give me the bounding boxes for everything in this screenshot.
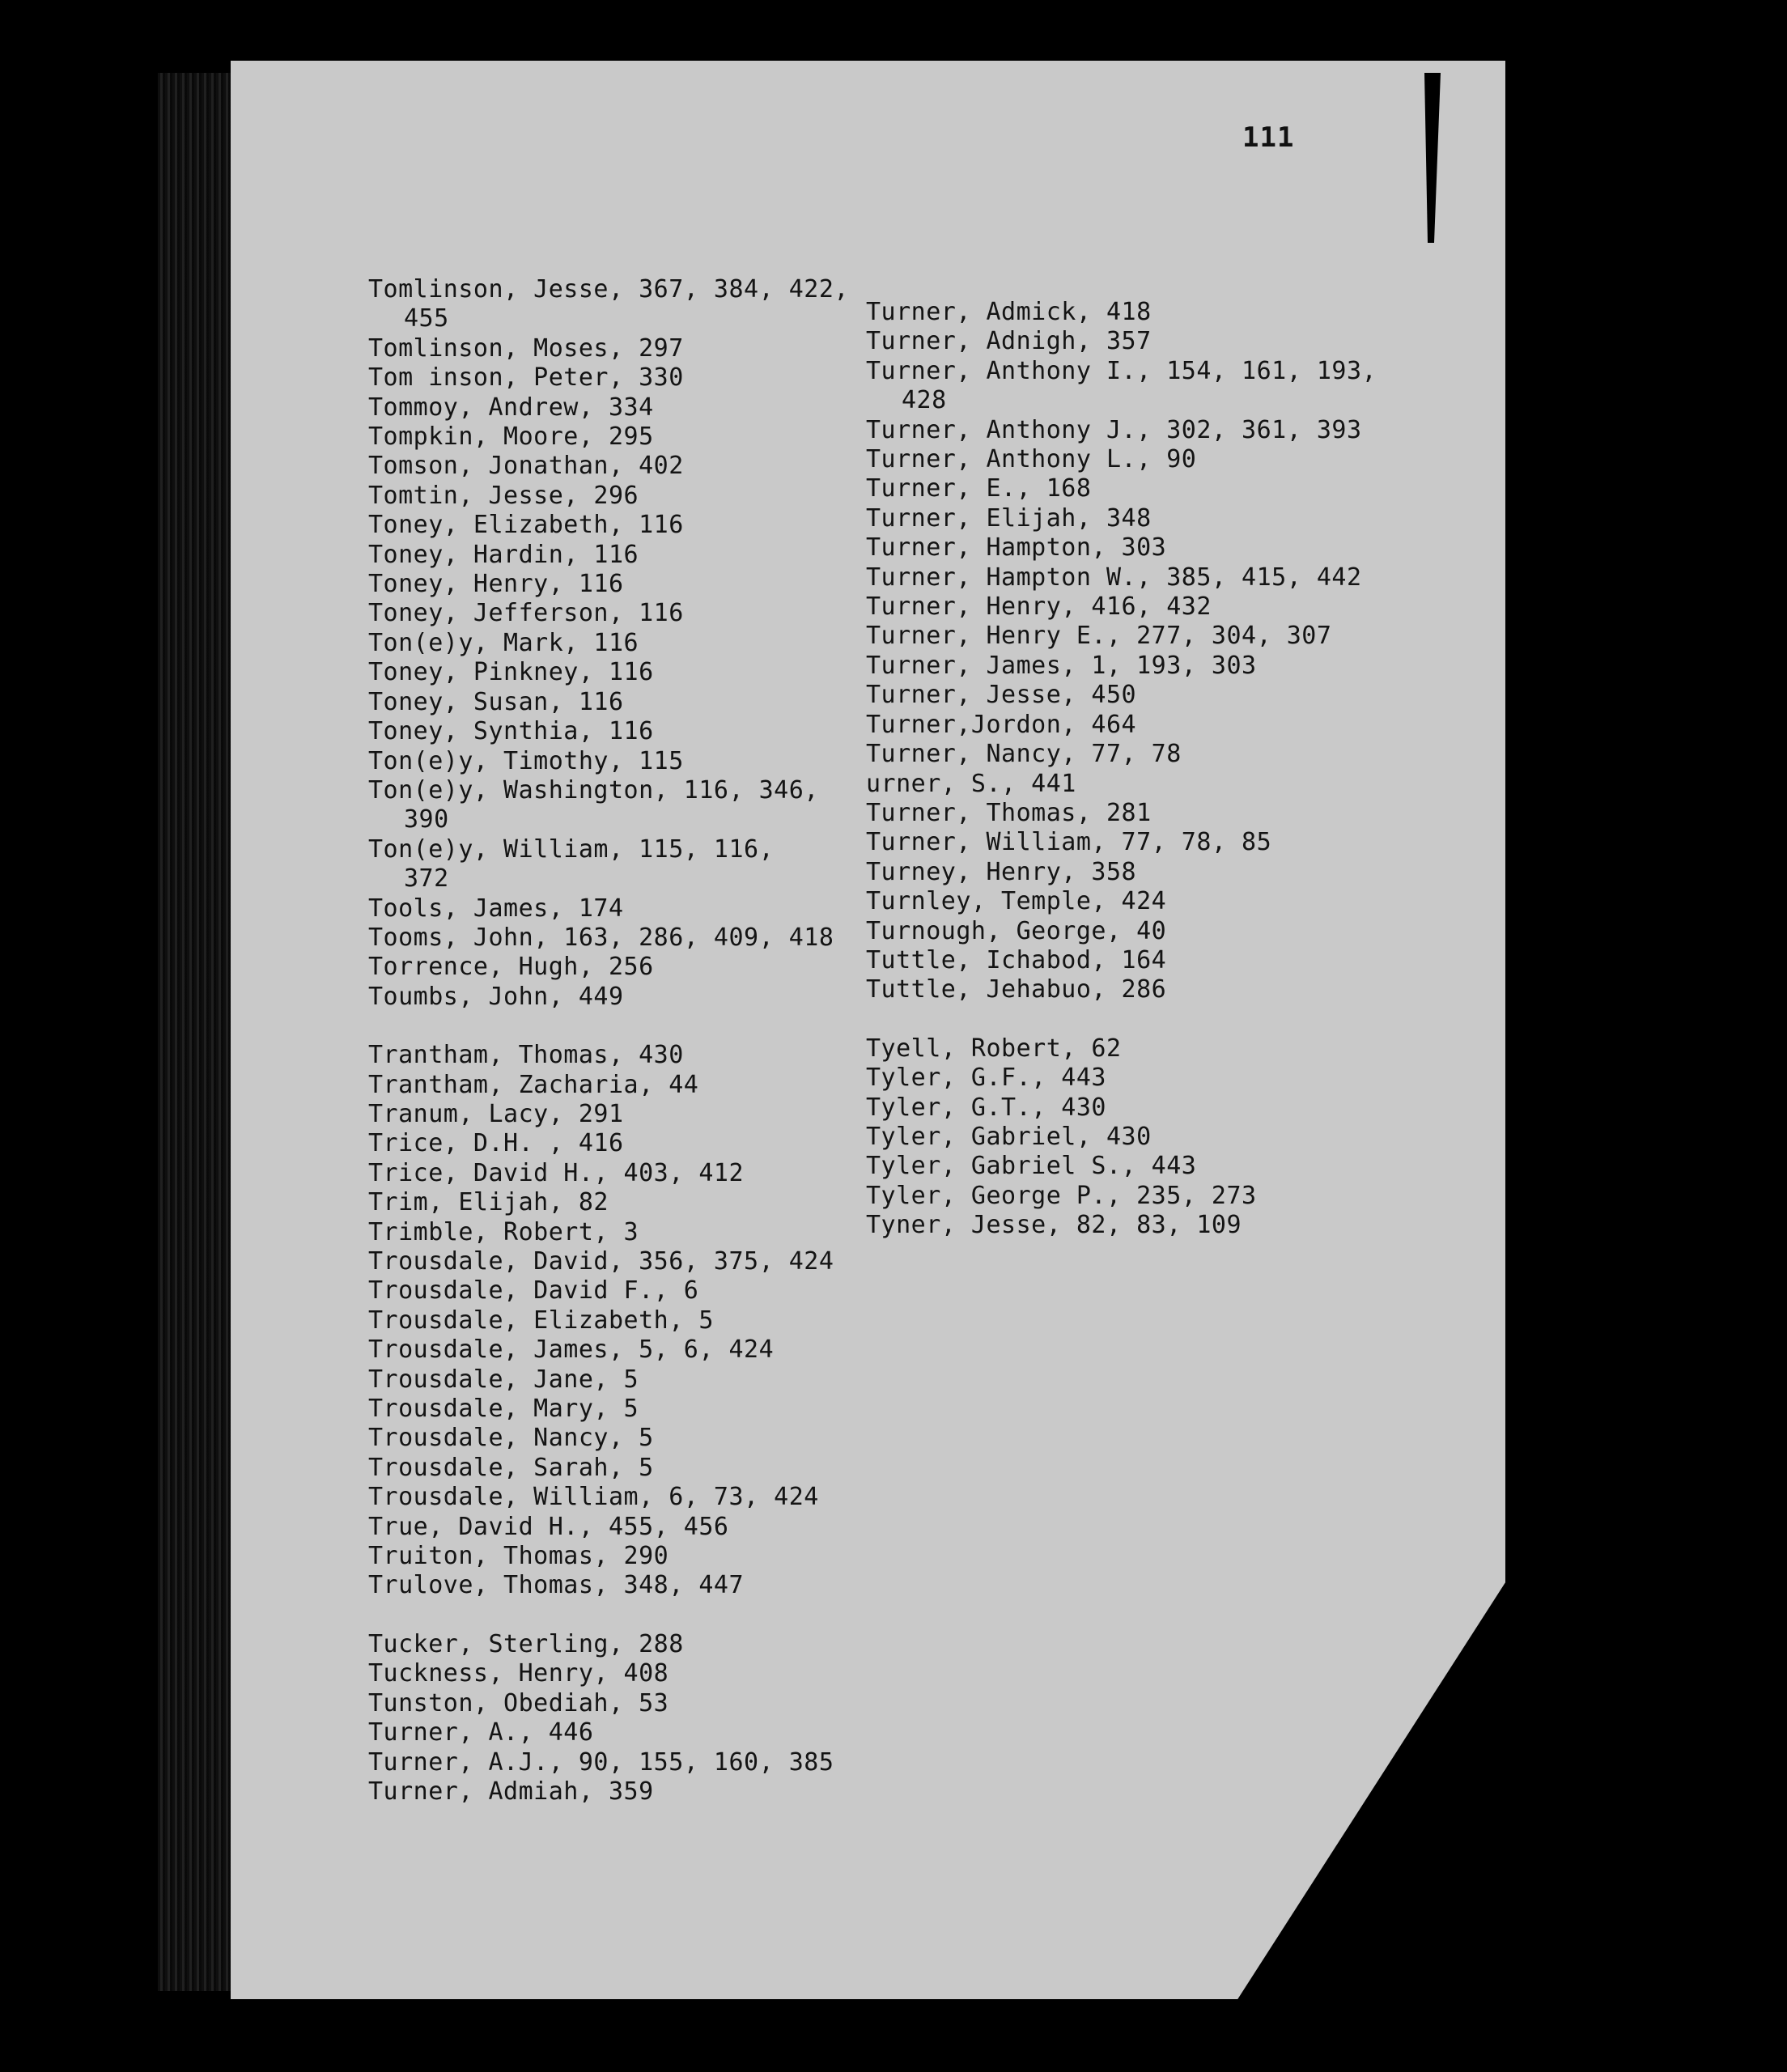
index-entry-text: Toney, Susan, 116 (368, 687, 624, 716)
index-entry-text: Turner, Nancy, 77, 78 (866, 740, 1182, 769)
index-entry-text: Turner, Anthony J., 302, 361, 393 (866, 415, 1362, 444)
entry-group (368, 275, 849, 1012)
index-entry (368, 1100, 849, 1129)
index-entry-text: Trousdale, Sarah, 5 (368, 1453, 654, 1482)
index-entry (368, 1513, 849, 1542)
index-entry (368, 1129, 849, 1158)
index-entry-text: Turner,Jordon, 464 (866, 710, 1137, 739)
index-entry (368, 1395, 849, 1424)
index-entry-text: Turner, Hampton W., 385, 415, 442 (866, 563, 1362, 592)
index-entry (368, 894, 849, 923)
index-entry-text: Tyler, G.T., 430 (866, 1093, 1106, 1122)
index-entry-text: Ton(e)y, Washington, 116, 346, (368, 775, 819, 805)
index-entry (866, 711, 1377, 740)
index-entry (866, 681, 1377, 710)
index-entry-text: Toney, Hardin, 116 (368, 540, 639, 569)
index-entry-continuation: 428 (902, 386, 947, 415)
index-entry-text: Toney, Synthia, 116 (368, 717, 654, 746)
index-entry (368, 1424, 849, 1453)
index-entry (866, 1211, 1377, 1240)
index-entry (368, 393, 849, 422)
index-entry-text: Turner, William, 77, 78, 85 (866, 828, 1272, 857)
index-entry-text: Trousdale, David F., 6 (368, 1276, 699, 1306)
index-entry-text: Toney, Jefferson, 116 (368, 599, 684, 628)
index-entry-text: Tom inson, Peter, 330 (368, 363, 684, 393)
group-gap (368, 1012, 849, 1041)
index-column-right (866, 298, 1377, 1241)
index-entry-text: Tooms, John, 163, 286, 409, 418 (368, 923, 834, 952)
entry-group (368, 1041, 849, 1601)
index-entry-text: Turner, Admick, 418 (866, 298, 1152, 326)
index-entry (368, 1571, 849, 1600)
index-entry-text: Trantham, Zacharia, 44 (368, 1070, 699, 1099)
index-entry (866, 917, 1377, 946)
index-entry-text: Trousdale, Mary, 5 (368, 1395, 639, 1424)
index-entry-text: Turney, Henry, 358 (866, 857, 1137, 886)
index-entry (866, 504, 1377, 533)
index-entry (866, 858, 1377, 887)
index-entry (866, 416, 1377, 445)
index-entry-text: Tomlinson, Moses, 297 (368, 333, 684, 363)
index-entry-text: Tomtin, Jesse, 296 (368, 481, 639, 510)
index-entry (368, 1335, 849, 1365)
index-entry (368, 629, 849, 658)
index-entry (368, 1777, 849, 1807)
index-entry-text: Turner, E., 168 (866, 474, 1092, 503)
index-entry (866, 563, 1377, 592)
index-entry (368, 1483, 849, 1512)
index-entry-continuation: 390 (404, 805, 449, 834)
index-entry-text: Toumbs, John, 449 (368, 982, 624, 1011)
index-entry-text: Trimble, Robert, 3 (368, 1217, 639, 1246)
index-entry-text: Turner, Admiah, 359 (368, 1777, 654, 1806)
index-entry-text: Trousdale, Nancy, 5 (368, 1424, 654, 1453)
index-entry (368, 541, 849, 570)
index-entry-text: Trulove, Thomas, 348, 447 (368, 1571, 745, 1600)
index-entry-text: Tyner, Jesse, 82, 83, 109 (866, 1211, 1242, 1240)
index-entry (368, 275, 849, 334)
index-entry (866, 1123, 1377, 1152)
index-entry-text: Tyler, G.F., 443 (866, 1064, 1106, 1093)
index-entry-text: Turner, Hampton, 303 (866, 533, 1167, 563)
index-entry (866, 740, 1377, 769)
group-gap (368, 1601, 849, 1630)
index-entry-text: Turner, Thomas, 281 (866, 798, 1152, 827)
index-entry-text: Toney, Elizabeth, 116 (368, 511, 684, 540)
index-entry-text: Tuckness, Henry, 408 (368, 1659, 669, 1688)
index-entry (368, 776, 849, 835)
index-entry-text: Tompkin, Moore, 295 (368, 422, 654, 452)
index-entry-text: Trousdale, James, 5, 6, 424 (368, 1335, 775, 1365)
index-entry-text: Trousdale, William, 6, 73, 424 (368, 1483, 819, 1512)
index-entry-text: Turner, A., 446 (368, 1718, 594, 1747)
index-entry (368, 1454, 849, 1483)
index-entry (368, 1041, 849, 1070)
index-entry (866, 533, 1377, 563)
index-entry-text: Turner, Anthony I., 154, 161, 193, (866, 356, 1377, 385)
index-entry-text: Tomlinson, Jesse, 367, 384, 422, (368, 275, 849, 304)
page-shadow-edge (158, 73, 235, 1991)
index-entry-text: Trim, Elijah, 82 (368, 1188, 609, 1217)
index-entry-text: Tyler, Gabriel, 430 (866, 1122, 1152, 1151)
index-entry-text: Trice, D.H. , 416 (368, 1129, 624, 1158)
index-entry-text: Turnough, George, 40 (866, 916, 1167, 945)
index-entry-text: Turner, James, 1, 193, 303 (866, 651, 1257, 680)
index-entry (368, 511, 849, 540)
index-entry-text: Turner, Anthony L., 90 (866, 445, 1197, 474)
index-entry-text: Toney, Henry, 116 (368, 570, 624, 599)
index-entry (368, 1542, 849, 1571)
index-entry (866, 770, 1377, 799)
index-entry-continuation: 372 (404, 864, 449, 894)
index-entry (368, 599, 849, 628)
index-entry (368, 482, 849, 511)
index-entry-text: Turner, Henry E., 277, 304, 307 (866, 622, 1332, 651)
index-entry (368, 363, 849, 393)
index-entry-text: Turner, A.J., 90, 155, 160, 385 (368, 1747, 834, 1777)
index-entry-text: Trousdale, Jane, 5 (368, 1365, 639, 1394)
index-entry-text: Truiton, Thomas, 290 (368, 1542, 669, 1571)
index-entry-text: Tommoy, Andrew, 334 (368, 393, 654, 422)
index-entry-text: Tomson, Jonathan, 402 (368, 452, 684, 481)
index-entry-text: Turnley, Temple, 424 (866, 887, 1167, 916)
index-entry-text: Trousdale, Elizabeth, 5 (368, 1306, 714, 1335)
index-entry (866, 445, 1377, 474)
index-entry-text: Trantham, Thomas, 430 (368, 1041, 684, 1070)
index-entry-text: Tyler, Gabriel S., 443 (866, 1152, 1197, 1181)
index-entry (368, 983, 849, 1012)
index-entry (866, 1034, 1377, 1064)
index-entry-text: Toney, Pinkney, 116 (368, 658, 654, 687)
index-entry (368, 1689, 849, 1718)
index-entry (866, 975, 1377, 1004)
index-entry (866, 357, 1377, 416)
index-entry-text: Turner, Jesse, 450 (866, 681, 1137, 710)
entry-group (866, 1034, 1377, 1241)
index-entry-text: Ton(e)y, Mark, 116 (368, 628, 639, 657)
index-entry (866, 1182, 1377, 1211)
index-entry-text: Trice, David H., 403, 412 (368, 1158, 745, 1187)
index-entry (866, 1152, 1377, 1181)
index-entry (368, 1071, 849, 1100)
index-entry (866, 1093, 1377, 1123)
index-entry-text: Torrence, Hugh, 256 (368, 953, 654, 982)
index-column-left (368, 275, 849, 1807)
index-entry-text: Turner, Henry, 416, 432 (866, 592, 1212, 622)
index-entry-text: Turner, Elijah, 348 (866, 503, 1152, 533)
index-entry (368, 1748, 849, 1777)
index-entry (368, 717, 849, 746)
index-entry (866, 592, 1377, 622)
index-entry-text: Tucker, Sterling, 288 (368, 1629, 684, 1658)
index-entry (866, 298, 1377, 327)
index-entry (866, 887, 1377, 916)
index-entry (368, 422, 849, 452)
index-entry (368, 1188, 849, 1217)
index-entry-text: Tunston, Obediah, 53 (368, 1688, 669, 1717)
index-entry (368, 452, 849, 481)
index-entry (368, 688, 849, 717)
index-entry (368, 1659, 849, 1688)
index-entry (866, 946, 1377, 975)
index-entry (866, 799, 1377, 828)
index-entry-continuation: 455 (404, 304, 449, 333)
entry-group (368, 1630, 849, 1807)
index-entry-text: Tyler, George P., 235, 273 (866, 1181, 1257, 1210)
index-entry (866, 652, 1377, 681)
index-entry (368, 1159, 849, 1188)
index-entry (866, 474, 1377, 503)
index-entry (368, 1247, 849, 1276)
group-gap (866, 1005, 1377, 1034)
index-entry-text: Trousdale, David, 356, 375, 424 (368, 1247, 834, 1276)
index-entry (368, 1276, 849, 1306)
index-entry (866, 622, 1377, 651)
index-entry-text: Tools, James, 174 (368, 894, 624, 923)
index-entry-text: Tuttle, Jehabuo, 286 (866, 975, 1167, 1004)
index-entry (368, 1218, 849, 1247)
index-entry (368, 570, 849, 599)
index-entry (368, 835, 849, 894)
index-entry (368, 1718, 849, 1747)
entry-group (866, 298, 1377, 1005)
index-entry (368, 953, 849, 982)
index-entry (368, 747, 849, 776)
index-entry-text: Ton(e)y, William, 115, 116, (368, 834, 775, 864)
index-entry-text: Tranum, Lacy, 291 (368, 1099, 624, 1128)
page-number: 111 (1242, 121, 1295, 154)
index-entry (866, 828, 1377, 857)
index-entry (368, 658, 849, 687)
index-entry (368, 1630, 849, 1659)
index-entry-text: Ton(e)y, Timothy, 115 (368, 746, 684, 775)
index-entry (368, 1365, 849, 1395)
index-entry-text: Tuttle, Ichabod, 164 (866, 945, 1167, 974)
index-entry-text: Tyell, Robert, 62 (866, 1034, 1122, 1063)
index-entry (866, 327, 1377, 356)
index-entry (368, 334, 849, 363)
index-entry (368, 1306, 849, 1335)
index-entry (866, 1064, 1377, 1093)
index-entry (368, 923, 849, 953)
index-entry-text: urner, S., 441 (866, 769, 1076, 798)
index-entry-text: Turner, Adnigh, 357 (866, 327, 1152, 356)
index-entry-text: True, David H., 455, 456 (368, 1512, 729, 1541)
